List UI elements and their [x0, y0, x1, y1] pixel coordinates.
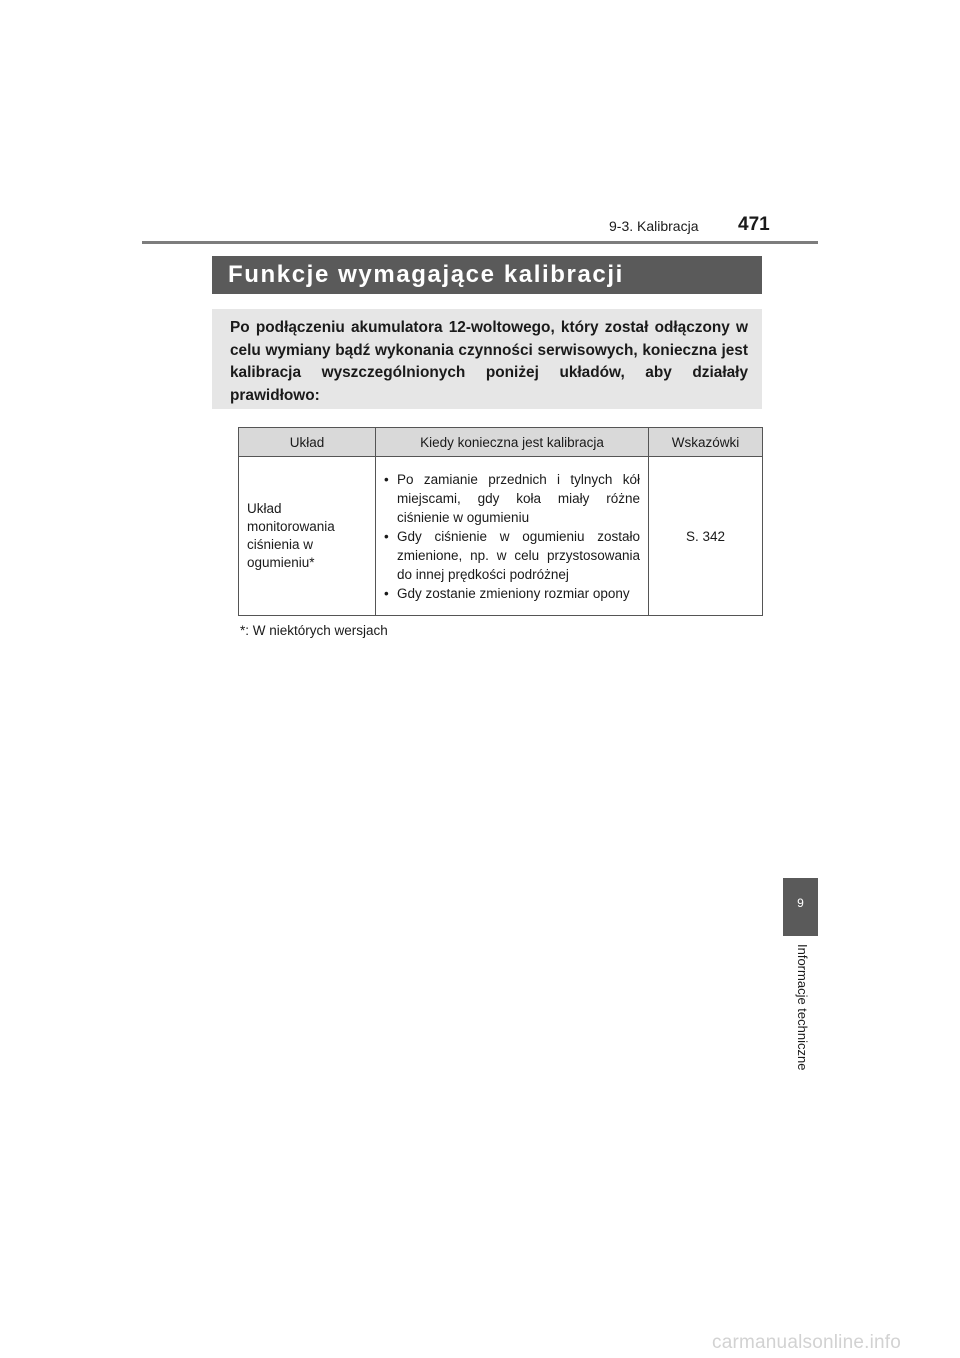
- watermark: carmanualsonline.info: [712, 1332, 902, 1353]
- conditions-list: [384, 470, 640, 603]
- section-header: 9-3. Kalibracja: [609, 218, 699, 234]
- chapter-tab: 9: [783, 878, 818, 936]
- table-header-row: [239, 428, 763, 457]
- chapter-label: Informacje techniczne: [795, 944, 810, 1071]
- section-title-bar: [212, 256, 762, 294]
- system-cell: Układ monitorowania ciśnienia w ogumieniu*: [239, 457, 376, 616]
- page-reference-cell: S. 342: [649, 457, 763, 616]
- footnote: *: W niektórych wersjach: [240, 623, 388, 638]
- list-item: • Po zamianie przednich i tylnych kół miejscami, gdy koła miały różne ciśnienie w ogumieniu: [384, 470, 640, 527]
- header-divider: [142, 241, 818, 244]
- table-row: [239, 457, 763, 616]
- calibration-table: [238, 427, 763, 616]
- column-header-when: Kiedy konieczna jest kalibracja: [376, 428, 649, 457]
- intro-text: Po podłączeniu akumulatora 12-woltowego, który został odłączony w celu wymiany bądź wykonania czynności serwisowych, konieczna jest kalibracja wyszczególnionych poniżej układów, aby działały prawidłowo:: [230, 319, 748, 404]
- list-item: • Gdy zostanie zmieniony rozmiar opony: [384, 584, 640, 603]
- page-number: 471: [738, 214, 770, 235]
- page-title: Funkcje wymagające kalibracji: [228, 261, 624, 288]
- column-header-hints: Wskazówki: [649, 428, 763, 457]
- column-header-system: Układ: [239, 428, 376, 457]
- conditions-cell: [376, 457, 649, 616]
- intro-box: [212, 309, 762, 409]
- list-item: • Gdy ciśnienie w ogumieniu zostało zmienione, np. w celu przystosowania do innej prędkości podróżnej: [384, 527, 640, 584]
